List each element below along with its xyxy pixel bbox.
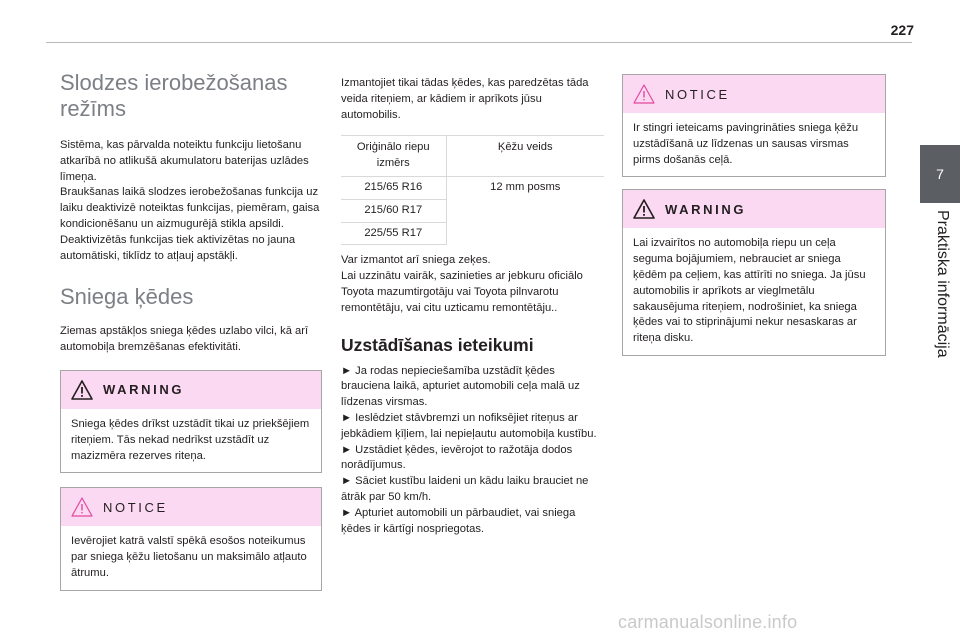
table-header-cell: Ķēžu veids	[446, 136, 604, 177]
paragraph: Deaktivizētās funkcijas tiek aktivizētas no jauna automātiski, tiklīdz to atļauj apstākļi.	[60, 233, 296, 262]
warning-label: WARNING	[665, 201, 747, 217]
notice-label: NOTICE	[103, 499, 168, 515]
notice-header	[61, 488, 321, 526]
table-row	[341, 176, 604, 199]
warning-triangle-icon	[633, 199, 655, 219]
notice-triangle-icon	[71, 497, 93, 517]
section-heading-snow-chains: Sniega ķēdes	[60, 284, 194, 310]
column-middle	[341, 76, 604, 537]
page-number: 227	[890, 22, 914, 38]
paragraph: Braukšanas laikā slodzes ierobežošanas funkcija uz laiku deaktivizē noteiktas funkcijas, piemēram, gaisa kondicionēšanu un aizmugurējā stikla apsildi.	[60, 186, 320, 230]
column-right	[622, 74, 886, 356]
watermark: carmanualsonline.info	[618, 612, 798, 632]
column-left	[60, 70, 322, 591]
notice-text: Ir stingri ieteicams pavingrināties sniega ķēžu uzstādīšanā uz līdzenas un sausas virsmas pirms došanās ceļā.	[633, 122, 859, 166]
warning-label: WARNING	[103, 382, 185, 398]
sock-info	[341, 253, 604, 316]
warning-box	[622, 189, 886, 356]
list-item: ► Apturiet automobili un pārbaudiet, vai sniega ķēdes ir kārtīgi nospriegotas.	[341, 506, 576, 535]
section-heading-fitting-advice: Uzstādīšanas ieteikumi	[341, 334, 534, 355]
notice-box	[60, 487, 322, 590]
chapter-title	[923, 210, 957, 370]
fitting-steps	[341, 364, 604, 538]
warning-header	[623, 190, 885, 228]
paragraph: Var izmantot arī sniega zeķes.	[341, 254, 491, 267]
list-item: ► Sāciet kustību laideni un kādu laiku brauciet ne ātrāk par 50 km/h.	[341, 475, 589, 503]
paragraph: Ziemas apstākļos sniega ķēdes uzlabo vilci, kā arī automobiļa bremzēšanas efektivitāti.	[60, 325, 309, 354]
tyre-size-cell: 215/65 R16	[341, 176, 446, 199]
warning-box	[60, 370, 322, 473]
warning-text: Sniega ķēdes drīkst uzstādīt tikai uz priekšējiem riteņiem. Tās nekad nedrīkst uzstādīt uz mazizmēra rezerves riteņa.	[71, 417, 310, 462]
paragraph: Izmantojiet tikai tādas ķēdes, kas paredzētas tāda veida riteņiem, ar kādiem ir aprīkots jūsu automobilis.	[341, 77, 589, 121]
warning-triangle-icon	[71, 380, 93, 400]
chapter-title-text: Praktiska informācija	[934, 210, 951, 358]
table-header-cell: Oriģinālo riepu izmērs	[341, 136, 446, 177]
chain-table	[341, 135, 604, 245]
chain-type-cell: 12 mm posms	[446, 176, 604, 244]
notice-box	[622, 74, 886, 177]
load-shedding-text	[60, 138, 322, 264]
warning-header	[61, 371, 321, 409]
list-item: ► Ieslēdziet stāvbremzi un nofiksējiet riteņus ar jebkādiem ķīļiem, lai nepieļautu automobiļa kustību.	[341, 411, 597, 440]
table-header-row	[341, 136, 604, 177]
notice-triangle-icon	[633, 84, 655, 104]
list-item: ► Uzstādiet ķēdes, ievērojot to ražotāja dodos norādījumus.	[341, 443, 573, 472]
notice-header	[623, 75, 885, 113]
tyre-size-cell: 215/60 R17	[341, 199, 446, 222]
warning-text: Lai izvairītos no automobiļa riepu un ceļa seguma bojājumiem, nebrauciet ar sniega ķēdēm pa ceļiem, kas attīrīti no sniega. Ja jūsu automobilis ir aprīkots ar vieglmetālu sakausējuma riteņiem, nodrošiniet, ka sniega ķēdes vai to stiprinājumi nekur nesaskaras ar riteņa disku.	[633, 237, 866, 345]
list-item: ► Ja rodas nepieciešamība uzstādīt ķēdes brauciena laikā, apturiet automobili ceļa malā uz līdzenas virsmas.	[341, 364, 580, 409]
paragraph: Sistēma, kas pārvalda noteiktu funkciju lietošanu atkarībā no atlikušā akumulatoru baterijas uzlādes līmeņa.	[60, 139, 309, 183]
tyre-size-cell: 225/55 R17	[341, 222, 446, 245]
header-divider	[46, 42, 912, 43]
section-heading-load-shedding: Slodzes ierobežošanas režīms	[60, 70, 288, 121]
notice-label: NOTICE	[665, 86, 730, 102]
notice-text: Ievērojiet katrā valstī spēkā esošos noteikumus par sniega ķēžu lietošanu un maksimālo atļauto ātrumu.	[71, 535, 307, 579]
paragraph: Lai uzzinātu vairāk, sazinieties ar jebkuru oficiālo Toyota mazumtirgotāju vai Toyota pilnvarotu remontētāju, vai citu uzticamu remontētāju..	[341, 270, 583, 314]
chapter-tab[interactable]: 7	[920, 145, 960, 203]
